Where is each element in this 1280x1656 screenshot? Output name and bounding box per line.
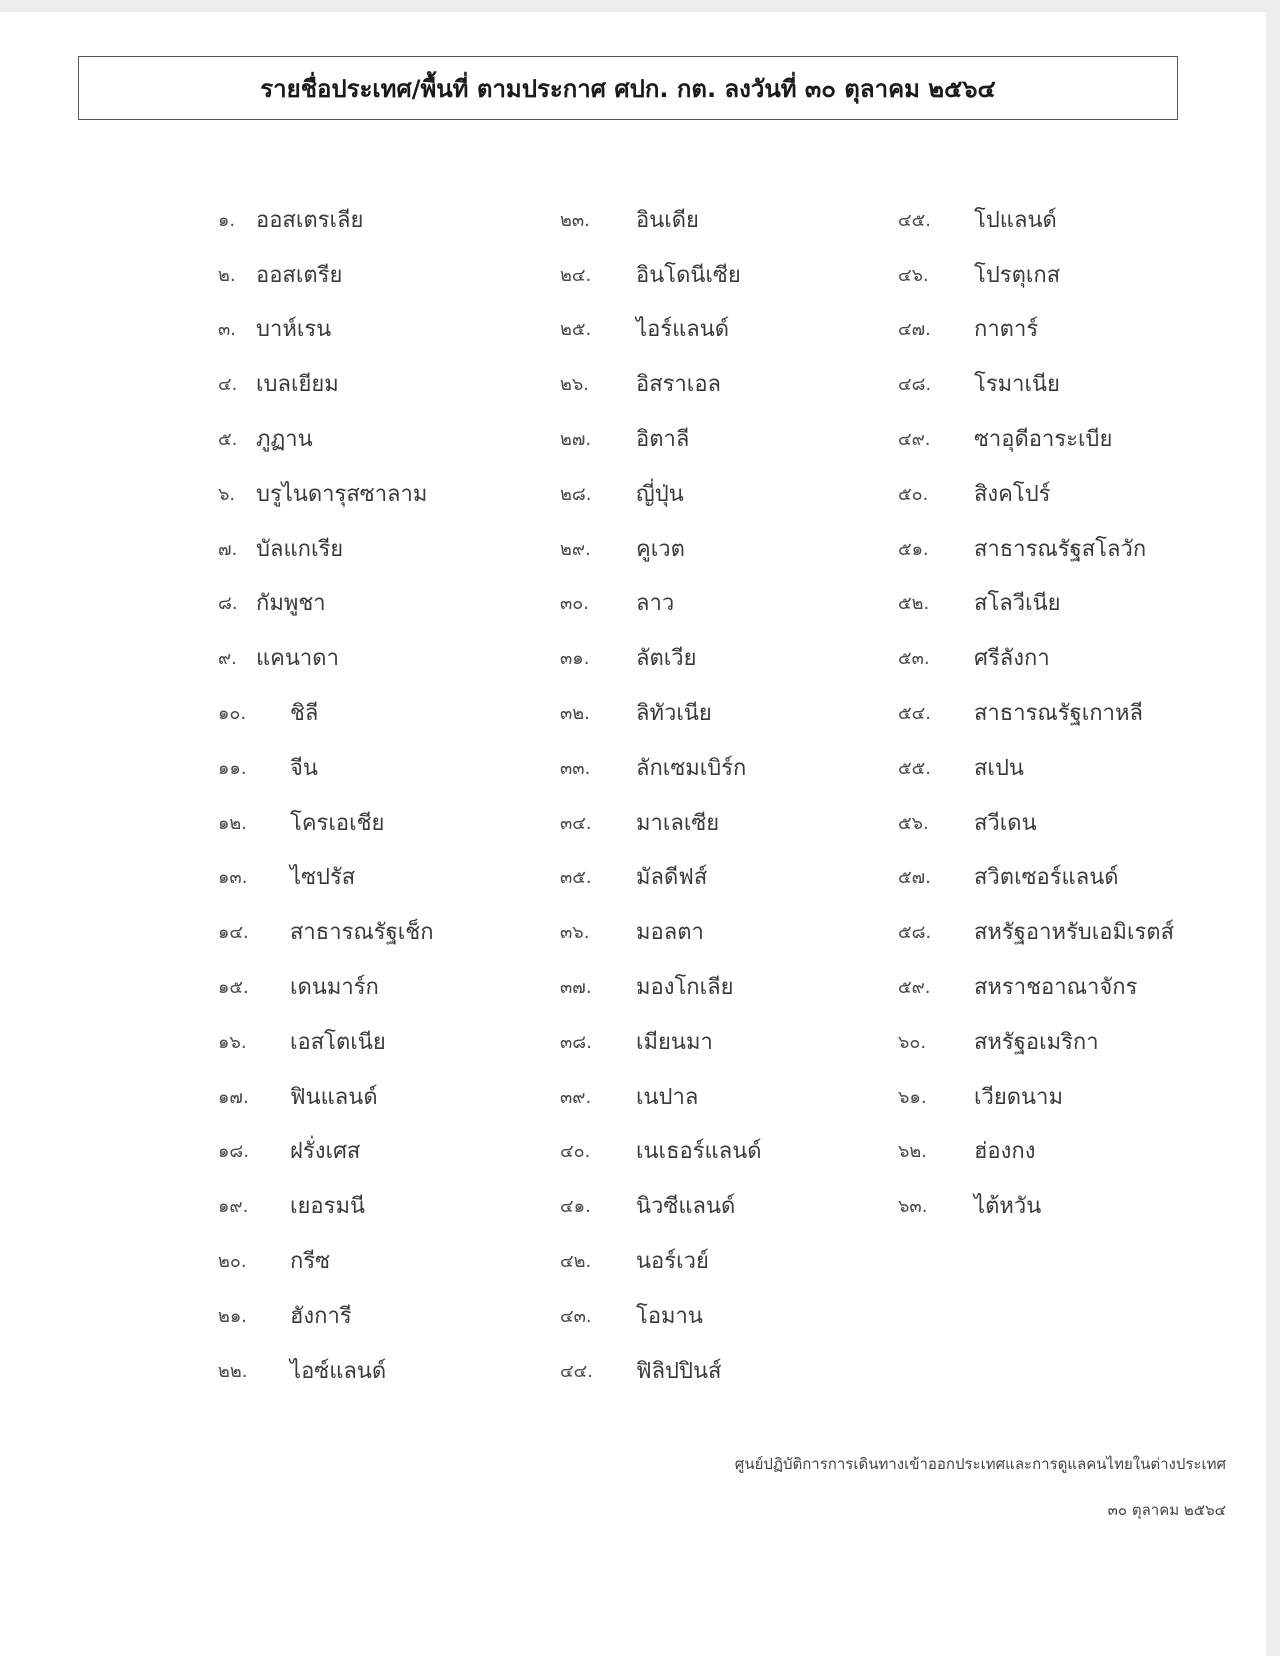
- list-item: [560, 740, 762, 795]
- country-name: บาห์เรน: [256, 317, 332, 343]
- list-item: [218, 521, 434, 576]
- item-number: ๒๔.: [560, 264, 592, 286]
- list-item: [218, 685, 434, 740]
- item-number: ๑๗.: [218, 1086, 249, 1108]
- country-name: สหรัฐอาหรับเอมิเรตส์: [974, 920, 1175, 946]
- item-number: ๑๔.: [218, 922, 249, 944]
- country-name: ซาอุดีอาระเบีย: [974, 427, 1113, 453]
- country-name: สาธารณรัฐสโลวัก: [974, 536, 1147, 562]
- list-item: [898, 411, 1174, 466]
- item-number: ๑๕.: [218, 977, 249, 999]
- list-item: [560, 1069, 762, 1124]
- country-name: ญี่ปุ่น: [636, 481, 684, 507]
- footer-organization: ศูนย์ปฏิบัติการการเดินทางเข้าออกประเทศและการดูแลคนไทยในต่างประเทศ: [734, 1455, 1226, 1473]
- list-item: [898, 247, 1174, 302]
- country-name: สหรัฐอเมริกา: [974, 1029, 1099, 1055]
- country-name: มาเลเซีย: [636, 810, 720, 836]
- list-item: [898, 466, 1174, 521]
- list-item: [218, 1233, 434, 1288]
- document-page: [0, 12, 1266, 1656]
- item-number: ๔๑.: [560, 1196, 591, 1218]
- country-name: เอสโตเนีย: [290, 1029, 386, 1055]
- item-number: ๑๖.: [218, 1031, 247, 1053]
- item-number: ๓๗.: [560, 977, 592, 999]
- list-item: [218, 904, 434, 959]
- country-name: สเปน: [974, 755, 1024, 781]
- country-name: ลัตเวีย: [636, 646, 697, 672]
- country-name: บัลแกเรีย: [256, 536, 344, 562]
- list-item: [898, 1178, 1174, 1233]
- country-name: เดนมาร์ก: [290, 975, 379, 1001]
- item-number: ๑๙.: [218, 1196, 249, 1218]
- country-column-2: [560, 192, 762, 1398]
- item-number: ๒๑.: [218, 1305, 248, 1327]
- country-name: ลิทัวเนีย: [636, 701, 712, 727]
- country-name: ศรีลังกา: [974, 646, 1050, 672]
- list-item: [218, 1069, 434, 1124]
- item-number: ๔๖.: [898, 264, 929, 286]
- item-number: ๕๑.: [898, 538, 929, 560]
- country-name: สาธารณรัฐเช็ก: [290, 920, 434, 946]
- country-name: โครเอเชีย: [290, 810, 385, 836]
- item-number: ๑๓.: [218, 867, 248, 889]
- list-item: [898, 1124, 1174, 1179]
- item-number: ๒๙.: [560, 538, 591, 560]
- country-name: มัลดีฟส์: [636, 865, 708, 891]
- country-name: ออสเตรเลีย: [256, 207, 364, 233]
- list-item: [898, 630, 1174, 685]
- item-number: ๕๐.: [898, 483, 929, 505]
- list-item: [560, 850, 762, 905]
- list-item: [218, 466, 434, 521]
- country-name: จีน: [290, 755, 318, 781]
- country-name: ลาว: [636, 591, 675, 617]
- list-item: [898, 302, 1174, 357]
- country-name: เบลเยียม: [256, 372, 339, 398]
- country-column-3: [898, 192, 1174, 1233]
- country-name: สโลวีเนีย: [974, 591, 1061, 617]
- country-name: อินเดีย: [636, 207, 699, 233]
- item-number: ๓๖.: [560, 922, 590, 944]
- list-item: [898, 959, 1174, 1014]
- item-number: ๔๙.: [898, 429, 931, 451]
- country-name: ฟิลิปปินส์: [636, 1358, 722, 1384]
- list-item: [560, 959, 762, 1014]
- list-item: [218, 576, 434, 631]
- list-item: [898, 740, 1174, 795]
- list-item: [898, 356, 1174, 411]
- country-name: แคนาดา: [256, 646, 339, 672]
- list-item: [218, 1014, 434, 1069]
- country-name: ออสเตรีย: [256, 262, 343, 288]
- item-number: ๔๘.: [898, 374, 932, 396]
- list-item: [218, 1343, 434, 1398]
- list-item: [218, 1124, 434, 1179]
- country-name: ฮ่องกง: [974, 1139, 1036, 1165]
- country-name: อิตาลี: [636, 427, 690, 453]
- country-name: ไอร์แลนด์: [636, 317, 730, 343]
- country-name: กาตาร์: [974, 317, 1039, 343]
- item-number: ๒๗.: [560, 429, 592, 451]
- list-item: [218, 1178, 434, 1233]
- country-name: คูเวต: [636, 536, 685, 562]
- list-item: [898, 1069, 1174, 1124]
- item-number: ๓๑.: [560, 648, 590, 670]
- item-number: ๓๙.: [560, 1086, 592, 1108]
- item-number: ๓๒.: [560, 703, 590, 725]
- item-number: ๕๔.: [898, 703, 931, 725]
- item-number: ๖๓.: [898, 1196, 928, 1218]
- list-item: [560, 904, 762, 959]
- item-number: ๑๘.: [218, 1141, 250, 1163]
- item-number: ๑๑.: [218, 757, 247, 779]
- list-item: [898, 576, 1174, 631]
- list-item: [898, 850, 1174, 905]
- list-item: [898, 1014, 1174, 1069]
- list-item: [560, 685, 762, 740]
- item-number: ๒๒.: [218, 1360, 248, 1382]
- country-name: เนปาล: [636, 1084, 699, 1110]
- page-title: รายชื่อประเทศ/พื้นที่ ตามประกาศ ศปก. กต. ลงวันที่ ๓๐ ตุลาคม ๒๕๖๔: [260, 74, 996, 103]
- list-item: [218, 1288, 434, 1343]
- item-number: ๘.: [218, 593, 238, 615]
- item-number: ๒๕.: [560, 319, 592, 341]
- country-name: สาธารณรัฐเกาหลี: [974, 701, 1143, 727]
- list-item: [560, 1178, 762, 1233]
- item-number: ๕๘.: [898, 922, 932, 944]
- country-name: บรูไนดารุสซาลาม: [256, 481, 428, 507]
- item-number: ๒๓.: [560, 209, 590, 231]
- item-number: ๕๓.: [898, 648, 930, 670]
- country-name: อินโดนีเซีย: [636, 262, 741, 288]
- item-number: ๔๗.: [898, 319, 931, 341]
- footer-date: ๓๐ ตุลาคม ๒๕๖๔: [1107, 1501, 1226, 1519]
- list-item: [218, 247, 434, 302]
- list-item: [560, 247, 762, 302]
- country-name: ฝรั่งเศส: [290, 1139, 361, 1165]
- country-name: โรมาเนีย: [974, 372, 1060, 398]
- country-name: เยอรมนี: [290, 1194, 365, 1220]
- item-number: ๑.: [218, 209, 236, 231]
- country-name: มองโกเลีย: [636, 975, 734, 1001]
- list-item: [560, 356, 762, 411]
- item-number: ๓๐.: [560, 593, 590, 615]
- list-item: [218, 959, 434, 1014]
- item-number: ๓๘.: [560, 1031, 592, 1053]
- list-item: [898, 192, 1174, 247]
- item-number: ๖๒.: [898, 1141, 928, 1163]
- country-name: ไต้หวัน: [974, 1194, 1042, 1220]
- list-item: [218, 795, 434, 850]
- list-item: [898, 904, 1174, 959]
- item-number: ๓๔.: [560, 812, 592, 834]
- list-item: [218, 630, 434, 685]
- item-number: ๕๙.: [898, 977, 931, 999]
- item-number: ๕๖.: [898, 812, 929, 834]
- country-name: โปรตุเกส: [974, 262, 1061, 288]
- country-name: โอมาน: [636, 1303, 703, 1329]
- country-name: โปแลนด์: [974, 207, 1057, 233]
- country-name: มอลตา: [636, 920, 704, 946]
- item-number: ๔๔.: [560, 1360, 593, 1382]
- list-item: [218, 192, 434, 247]
- list-item: [560, 521, 762, 576]
- country-name: เวียดนาม: [974, 1084, 1063, 1110]
- list-item: [560, 1288, 762, 1343]
- list-item: [560, 302, 762, 357]
- country-name: ฮังการี: [290, 1303, 352, 1329]
- list-item: [218, 411, 434, 466]
- country-name: ฟินแลนด์: [290, 1084, 378, 1110]
- country-name: กัมพูชา: [256, 591, 326, 617]
- country-name: นิวซีแลนด์: [636, 1194, 736, 1220]
- country-name: สวิตเซอร์แลนด์: [974, 865, 1119, 891]
- item-number: ๖๑.: [898, 1086, 927, 1108]
- country-name: เนเธอร์แลนด์: [636, 1139, 762, 1165]
- country-name: สหราชอาณาจักร: [974, 975, 1138, 1001]
- item-number: ๕.: [218, 429, 238, 451]
- item-number: ๒.: [218, 264, 236, 286]
- list-item: [560, 192, 762, 247]
- list-item: [218, 850, 434, 905]
- country-name: ไซปรัส: [290, 865, 356, 891]
- list-item: [898, 685, 1174, 740]
- country-name: สวีเดน: [974, 810, 1037, 836]
- item-number: ๑๒.: [218, 812, 248, 834]
- country-name: นอร์เวย์: [636, 1249, 709, 1275]
- country-name: สิงคโปร์: [974, 481, 1051, 507]
- list-item: [218, 356, 434, 411]
- item-number: ๓๓.: [560, 757, 591, 779]
- item-number: ๔๐.: [560, 1141, 591, 1163]
- list-item: [560, 576, 762, 631]
- item-number: ๒๖.: [560, 374, 590, 396]
- item-number: ๒๘.: [560, 483, 592, 505]
- item-number: ๙.: [218, 648, 237, 670]
- list-item: [560, 630, 762, 685]
- list-item: [560, 466, 762, 521]
- item-number: ๕๕.: [898, 757, 931, 779]
- item-number: ๕๗.: [898, 867, 931, 889]
- item-number: ๔๒.: [560, 1251, 592, 1273]
- country-name: ไอซ์แลนด์: [290, 1358, 387, 1384]
- list-item: [560, 795, 762, 850]
- country-column-1: [218, 192, 434, 1398]
- list-item: [560, 1233, 762, 1288]
- country-name: กรีซ: [290, 1249, 331, 1275]
- country-name: ภูฏาน: [256, 427, 313, 453]
- list-item: [560, 411, 762, 466]
- list-item: [560, 1343, 762, 1398]
- footer: [735, 1452, 1226, 1522]
- item-number: ๑๐.: [218, 703, 247, 725]
- list-item: [898, 521, 1174, 576]
- item-number: ๔๓.: [560, 1305, 592, 1327]
- country-name: อิสราเอล: [636, 372, 722, 398]
- item-number: ๓.: [218, 319, 237, 341]
- list-item: [218, 740, 434, 795]
- item-number: ๔๕.: [898, 209, 931, 231]
- title-box: [78, 56, 1178, 120]
- item-number: ๕๒.: [898, 593, 930, 615]
- list-item: [218, 302, 434, 357]
- item-number: ๖๐.: [898, 1031, 927, 1053]
- item-number: ๔.: [218, 374, 238, 396]
- country-name: ชิลี: [290, 701, 319, 727]
- country-name: เมียนมา: [636, 1029, 713, 1055]
- item-number: ๖.: [218, 483, 236, 505]
- item-number: ๓๕.: [560, 867, 592, 889]
- list-item: [560, 1124, 762, 1179]
- country-name: ลักเซมเบิร์ก: [636, 755, 747, 781]
- item-number: ๗.: [218, 538, 238, 560]
- list-item: [898, 795, 1174, 850]
- list-item: [560, 1014, 762, 1069]
- item-number: ๒๐.: [218, 1251, 247, 1273]
